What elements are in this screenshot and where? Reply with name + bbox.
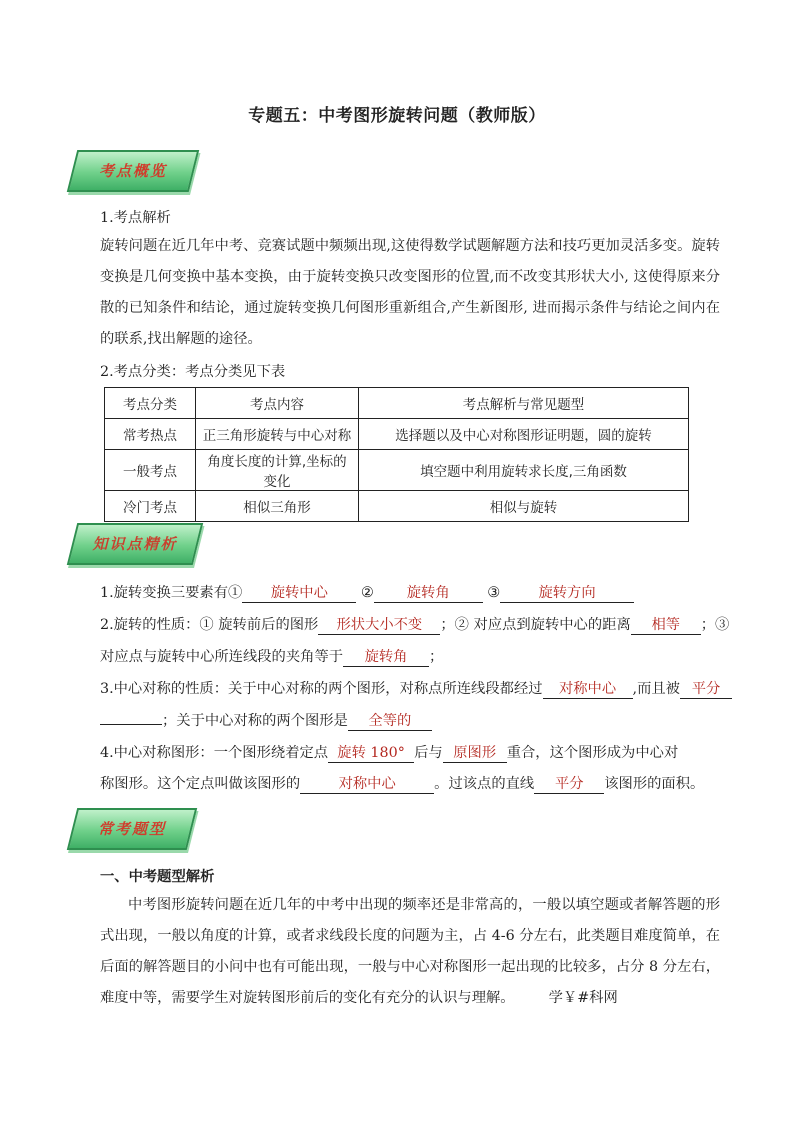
table-cell: 一般考点 bbox=[105, 450, 196, 491]
knowledge-item-1: 1.旋转变换三要素有① 旋转中心 ② 旋转角 ③ 旋转方向 bbox=[100, 582, 730, 603]
table-row bbox=[105, 419, 689, 450]
section3-heading: 一、中考题型解析 bbox=[100, 869, 215, 885]
table-cell: 选择题以及中心对称图形证明题，圆的旋转 bbox=[359, 419, 689, 450]
points-table bbox=[104, 387, 689, 522]
knowledge-item-3: 3.中心对称的性质：关于中心对称的两个图形，对称点所连线段都经过 对称中心 ,而且被 平分 bbox=[100, 678, 730, 699]
table-header-row bbox=[105, 388, 689, 419]
answer-blank: 全等的 bbox=[348, 713, 432, 731]
knowledge-item-2: 2.旋转的性质：① 旋转前后的图形 形状大小不变 ；② 对应点到旋转中心的距离 相等 ；③ bbox=[100, 617, 730, 633]
answer-blank: 旋转方向 bbox=[500, 585, 634, 603]
table-header-cell: 考点分类 bbox=[105, 388, 196, 419]
section1-heading: 1.考点解析 bbox=[100, 210, 171, 226]
table-cell: 相似与旋转 bbox=[359, 491, 689, 522]
section2-heading: 2.考点分类：考点分类见下表 bbox=[100, 364, 286, 380]
answer-blank: 平分 bbox=[680, 681, 732, 699]
table-cell: 角度长度的计算,坐标的变化 bbox=[196, 450, 359, 491]
section-tag-knowledge: 知识点精析 bbox=[67, 523, 203, 565]
table-cell: 常考热点 bbox=[105, 419, 196, 450]
table-cell: 填空题中利用旋转求长度,三角函数 bbox=[359, 450, 689, 491]
section-tag-overview: 考点概览 bbox=[67, 150, 199, 192]
knowledge-item-4-cont: 称图形。这个定点叫做该图形的 对称中心 。过该点的直线 平分 该图形的面积。 bbox=[100, 776, 705, 792]
answer-blank: 相等 bbox=[631, 617, 701, 635]
page-title: 专题五：中考图形旋转问题（教师版） bbox=[248, 106, 546, 126]
section3-body: 中考图形旋转问题在近几年的中考中出现的频率还是非常高的，一般以填空题或者解答题的形式出现，一般以角度的计算，或者求线段长度的问题为主，占 4-6 分左右，此类题目难度简单，在后面的解答题目的小问中也有可能出现，一般与中心对称图形一起出现的比较多，占分 8 分左右，难度中等，需要学生对旋转图形前后的变化有充分的认识与理解。 学￥#科网 bbox=[100, 897, 720, 1006]
answer-blank: 原图形 bbox=[443, 745, 507, 763]
table-header-cell: 考点解析与常见题型 bbox=[359, 388, 689, 419]
answer-blank: 旋转角 bbox=[374, 585, 483, 603]
watermark-text: 学￥#科网 bbox=[548, 990, 618, 1006]
answer-blank: 旋转 180° bbox=[328, 745, 414, 763]
table-cell: 相似三角形 bbox=[196, 491, 359, 522]
answer-blank: 旋转角 bbox=[343, 649, 429, 667]
answer-blank: 平分 bbox=[534, 776, 604, 794]
table-cell: 冷门考点 bbox=[105, 491, 196, 522]
table-row bbox=[105, 450, 689, 491]
section-tag-common: 常考题型 bbox=[67, 808, 197, 850]
knowledge-item-4: 4.中心对称图形：一个图形绕着定点 旋转 180° 后与 原图形 重合，这个图形成为中心对 bbox=[100, 745, 679, 761]
knowledge-item-3-cont: ；关于中心对称的两个图形是 全等的 bbox=[100, 710, 730, 731]
table-header-cell: 考点内容 bbox=[196, 388, 359, 419]
answer-blank: 形状大小不变 bbox=[318, 617, 440, 635]
knowledge-item-2-cont: 对应点与旋转中心所连线段的夹角等于 旋转角 ； bbox=[100, 649, 444, 665]
answer-blank: 对称中心 bbox=[300, 776, 434, 794]
answer-blank bbox=[100, 724, 162, 725]
answer-blank: 旋转中心 bbox=[242, 585, 356, 603]
section1-body: 旋转问题在近几年中考、竞赛试题中频频出现,这使得数学试题解题方法和技巧更加灵活多变。旋转变换是几何变换中基本变换，由于旋转变换只改变图形的位置,而不改变其形状大小, 这使得原来分散的已知条件和结论，通过旋转变换几何图形重新组合,产生新图形, 进而揭示条件与结论之间内在的联系,找出解题的途径。 bbox=[100, 238, 720, 347]
answer-blank: 对称中心 bbox=[543, 681, 633, 699]
table-cell: 正三角形旋转与中心对称 bbox=[196, 419, 359, 450]
table-row bbox=[105, 491, 689, 522]
